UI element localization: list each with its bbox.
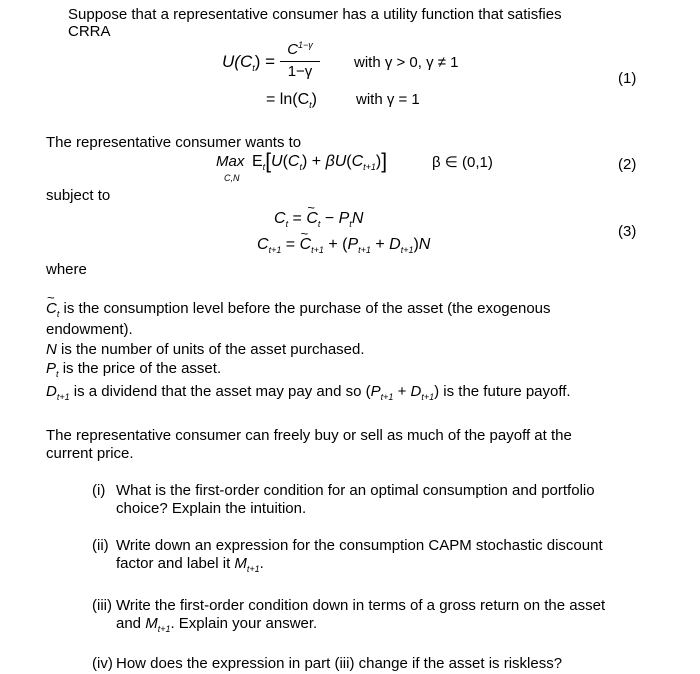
- eq3-row-1: $C_t$ = ~ $C_t - P_tN$: [274, 210, 363, 229]
- question-i: (i) What is the first-order condition for an optimal consumption and portfolio choice? Explain the intuition.: [92, 482, 595, 517]
- eq3-number: (3): [618, 223, 637, 240]
- def-ct: ~ $C_t$ is the consumption level before the purchase of the asset (the exogenous: [46, 300, 551, 319]
- def-ct-2: endowment).: [46, 321, 133, 338]
- intro-line-2: CRRA: [68, 23, 111, 40]
- eq3-row-2: $C_{t+1}$ = ~ $C_{t+1} + (P_{t+1} + D_{t+1})N$: [257, 236, 430, 255]
- eq1-number: (1): [618, 70, 637, 87]
- def-n: N is the number of units of the asset purchased.: [46, 341, 365, 358]
- question-iii: (iii) Write the first-order condition down in terms of a gross return on the asset and $M_{t+1}$. Explain your answer.: [92, 597, 606, 634]
- question-iv: (iv) How does the expression in part (iii) change if the asset is riskless?: [92, 655, 563, 672]
- eq2-max: Max: [216, 153, 245, 170]
- where-text: where: [46, 261, 87, 278]
- eq1-condition-1: with γ > 0, γ ≠ 1: [354, 54, 459, 71]
- eq2-number: (2): [618, 156, 637, 173]
- question-ii: (ii) Write down an expression for the consumption CAPM stochastic discount factor and label it $M_{t+1}$.: [92, 537, 603, 574]
- eq2-body: $E_t[U(C_t) + \beta U(C_{t+1})]$: [252, 150, 388, 173]
- intro-line-1: Suppose that a representative consumer has a utility function that satisfies: [68, 6, 562, 23]
- freely-line-1: The representative consumer can freely buy or sell as much of the payoff at the: [46, 427, 572, 444]
- eq1-condition-2: with γ = 1: [356, 91, 420, 108]
- def-p: $P_t$ is the price of the asset.: [46, 360, 222, 379]
- eq1-lhs: $U(C_t)$ =: [222, 52, 276, 73]
- eq2-max-sub: C,N: [224, 173, 240, 183]
- eq1-row-2: = $\ln(C_t)$: [266, 91, 317, 110]
- eq1-fraction: $C^{1-\gamma}$ 1−γ: [280, 42, 320, 80]
- subject-to-text: subject to: [46, 187, 111, 204]
- wants-text: The representative consumer wants to: [46, 134, 302, 151]
- eq2-condition: β ∈ (0,1): [432, 154, 493, 171]
- def-d: $D_{t+1}$ is a dividend that the asset may pay and so $(P_{t+1} + D_{t+1})$ is the future payoff.: [46, 383, 571, 402]
- freely-line-2: current price.: [46, 445, 134, 462]
